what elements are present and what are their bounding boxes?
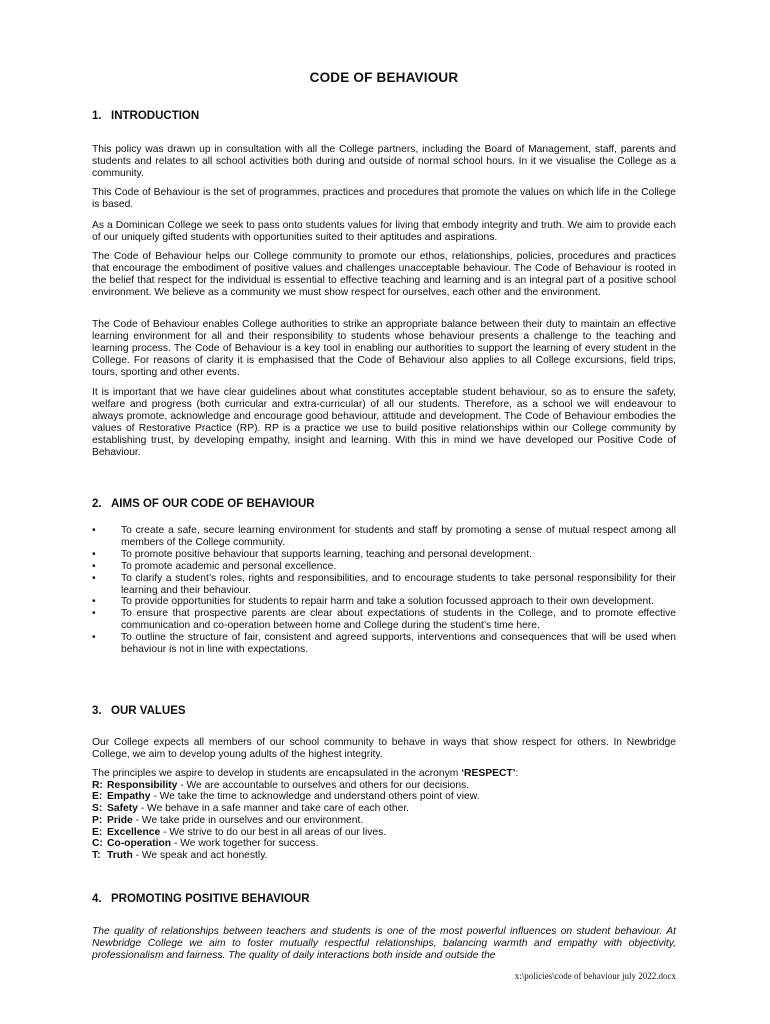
section-number: 4. [92,893,102,905]
paragraph: The Code of Behaviour enables College authorities to strike an appropriate balance between their duty to maintain an effective learning environment for all and their responsibility to students whose behaviour presents a challenge to the teaching and learning process. The Code of Behaviour is a key tool in enabling our authorities to support the learning of every student in the College. For reasons of clarity it is emphasised that the Code of Behaviour also applies to all College excursions, field trips, tours, sporting and other events. [92,319,676,378]
acronym-row: S: Safety - We behave in a safe manner and take care of each other. [92,803,410,815]
list-item: • To clarify a student’s roles, rights and responsibilities, and to encourage students to take personal responsibility for their learning and their behaviour. [92,572,676,596]
list-item: • To ensure that prospective parents are clear about expectations of students in the College, and to promote effective communication and co-operation between home and College during the student’s time here. [92,608,676,632]
paragraph: The Code of Behaviour helps our College community to promote our ethos, relationships, policies, procedures and practices that encourage the embodiment of positive values and challenges unacceptable behaviour. The Code of Behaviour is rooted in the belief that respect for the individual is essential to effective teaching and learning and is an integral part of a positive school environment. We believe as a community we must show respect for ourselves, each other and the environment. [92,251,676,298]
bullet-icon: • [92,596,96,608]
section-heading-introduction [92,110,199,122]
paragraph: Our College expects all members of our school community to behave in ways that show respect for others. In Newbridge College, we aim to develop young adults of the highest integrity. [92,737,676,760]
acronym-row: P: Pride - We take pride in ourselves and our environment. [92,814,364,826]
paragraph: The quality of relationships between teachers and students is one of the most powerful influences on student behaviour. At Newbridge College we aim to foster mutually respectful relationships, balancing warmth and empathy with objectivity, professionalism and fairness. The quality of daily interactions both inside and outside the [92,926,676,961]
paragraph: As a Dominican College we seek to pass onto students values for living that embody integrity and truth. We aim to provide each of our uniquely gifted students with opportunities suited to their aptitudes and aspirations. [92,220,676,243]
aims-list [92,525,676,656]
bullet-icon: • [92,608,96,620]
acronym-row: E: Empathy - We take the time to acknowledge and understand others point of view. [92,791,480,803]
acronym-row: E: Excellence - We strive to do our best in all areas of our lives. [92,826,387,838]
section-title: AIMS OF OUR CODE OF BEHAVIOUR [111,498,315,510]
section-title: OUR VALUES [111,705,186,717]
acronym-row: R: Responsibility - We are accountable to ourselves and others for our decisions. [92,779,470,791]
section-number: 1. [92,110,102,122]
bullet-icon: • [92,548,96,560]
bullet-icon: • [92,632,96,644]
section-number: 3. [92,705,102,717]
acronym-row: T: Truth - We speak and act honestly. [92,849,268,861]
section-number: 2. [92,498,102,510]
section-title: PROMOTING POSITIVE BEHAVIOUR [111,893,310,905]
bullet-icon: • [92,572,96,584]
acronym-row: C: Co-operation - We work together for success. [92,838,319,850]
document-title: CODE OF BEHAVIOUR [309,70,459,85]
bullet-icon: • [92,560,96,572]
acronym-rows [92,780,676,862]
list-item: • To provide opportunities for students to repair harm and take a solution focussed approach to their own development. [92,596,654,608]
list-item: • To promote positive behaviour that supports learning, teaching and personal development. [92,548,532,560]
paragraph: This policy was drawn up in consultation with all the College partners, including the Board of Management, staff, parents and students and relates to all school activities both during and outside of normal school hours. In it we visualise the College as a community. [92,144,676,179]
paragraph: This Code of Behaviour is the set of programmes, practices and procedures that promote the values on which life in the College is based. [92,187,676,210]
section-heading-aims [92,498,315,510]
acronym-intro: The principles we aspire to develop in students are encapsulated in the acronym ‘RESPECT’: [92,768,519,779]
list-item: • To promote academic and personal excellence. [92,560,337,572]
list-item: • To create a safe, secure learning environment for students and staff by promoting a sense of mutual respect among all members of the College community. [92,525,676,548]
bullet-icon: • [92,525,96,536]
acronym-word: ‘RESPECT’ [461,768,516,779]
list-item: • To outline the structure of fair, consistent and agreed supports, interventions and consequences that will be used when behaviour is not in line with expectations. [92,632,676,656]
respect-acronym [92,768,676,862]
section-heading-promoting [92,893,310,905]
paragraph: It is important that we have clear guidelines about what constitutes acceptable student behaviour, so as to ensure the safety, welfare and progress (both curricular and extra-curricular) of all our students. Therefore, as a school we will endeavour to always promote, acknowledge and encourage good behaviour, attitude and development. The Code of Behaviour embodies the values of Restorative Practice (RP). RP is a practice we use to build positive relationships within our College community by establishing trust, by developing empathy, insight and learning. With this in mind we have developed our Positive Code of Behaviour. [92,387,676,458]
document-footer: x:\policies\code of behaviour july 2022.docx [514,971,676,981]
section-title: INTRODUCTION [111,110,200,122]
section-heading-values [92,705,186,717]
